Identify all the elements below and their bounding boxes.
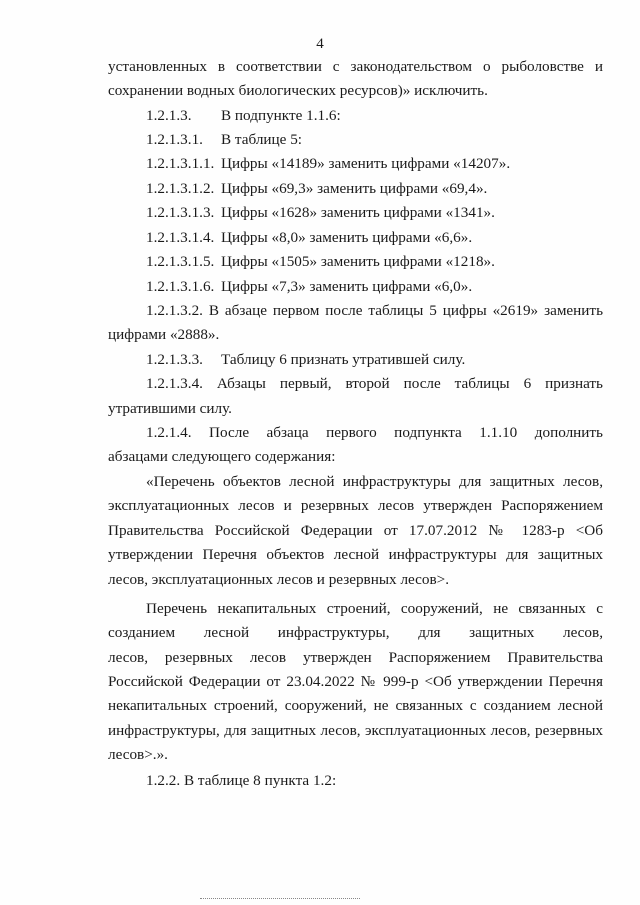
clause-number: 1.2.1.3.1.6. [146, 278, 215, 295]
paragraph-line: 1.2.1.4. После абзаца первого подпункта 1.1.10 дополнить [146, 424, 603, 441]
paragraph-line: лесов, резервных лесов утвержден Распоряжением Правительства [108, 649, 603, 666]
scan-artifact [200, 898, 360, 901]
paragraph-line: эксплуатационных лесов и резервных лесов утвержден Распоряжением [108, 497, 603, 514]
paragraph-line: 1.2.1.3.4. Абзацы первый, второй после таблицы 6 признать [146, 375, 603, 392]
paragraph-line: 1.2.1.3.2. В абзаце первом после таблицы 5 цифры «2619» заменить [146, 302, 603, 319]
clause-number: 1.2.1.3.1.5. [146, 253, 215, 270]
clause-text: Цифры «7,3» заменить цифрами «6,0». [221, 278, 473, 295]
clause-number: 1.2.1.3. [146, 107, 192, 124]
clause-number: 1.2.1.3.3. [146, 351, 203, 368]
clause-text: Цифры «8,0» заменить цифрами «6,6». [221, 229, 473, 246]
paragraph-line: некапитальных строений, сооружений, не связанных с созданием лесной [108, 697, 603, 714]
clause-row [146, 107, 192, 125]
page-number: 4 [316, 36, 324, 52]
paragraph-line: лесов, эксплуатационных лесов и резервных лесов>. [108, 571, 450, 588]
clause-text: В таблице 5: [221, 131, 303, 148]
clause-text: В подпункте 1.1.6: [221, 107, 341, 124]
paragraph-line: установленных в соответствии с законодательством о рыболовстве и [108, 58, 603, 75]
paragraph-line: абзацами следующего содержания: [108, 448, 336, 465]
clause-text: Цифры «1505» заменить цифрами «1218». [221, 253, 495, 270]
clause-number: 1.2.1.3.1. [146, 131, 203, 148]
clause-number: 1.2.1.3.1.1. [146, 155, 215, 172]
clause-text: Цифры «69,3» заменить цифрами «69,4». [221, 180, 488, 197]
clause-text: Цифры «14189» заменить цифрами «14207». [221, 155, 511, 172]
paragraph-line: Правительства Российской Федерации от 17.07.2012 № 1283-р <Об [108, 522, 603, 539]
clause-text: Таблицу 6 признать утратившей силу. [221, 351, 466, 368]
paragraph-line: инфраструктуры, для защитных лесов, эксплуатационных лесов, резервных [108, 722, 603, 739]
paragraph-line: Российской Федерации от 23.04.2022 № 999-р <Об утверждении Перечня [108, 673, 603, 690]
paragraph-line: сохранении водных биологических ресурсов)» исключить. [108, 82, 488, 99]
paragraph-line: Перечень некапитальных строений, сооружений, не связанных с [146, 600, 603, 617]
clause-number: 1.2.1.3.1.4. [146, 229, 215, 246]
clause-number: 1.2.1.3.1.2. [146, 180, 215, 197]
paragraph-line: лесов>.». [108, 746, 168, 763]
paragraph-line: цифрами «2888». [108, 326, 220, 343]
paragraph-line: созданием лесной инфраструктуры, для защитных лесов, [108, 624, 603, 641]
paragraph-line: «Перечень объектов лесной инфраструктуры для защитных лесов, [146, 473, 603, 490]
clause-text: Цифры «1628» заменить цифрами «1341». [221, 204, 495, 221]
paragraph-line: утверждении Перечня объектов лесной инфраструктуры для защитных [108, 546, 603, 563]
paragraph-line: 1.2.2. В таблице 8 пункта 1.2: [146, 772, 337, 789]
clause-number: 1.2.1.3.1.3. [146, 204, 215, 221]
paragraph-line: утратившими силу. [108, 400, 232, 417]
